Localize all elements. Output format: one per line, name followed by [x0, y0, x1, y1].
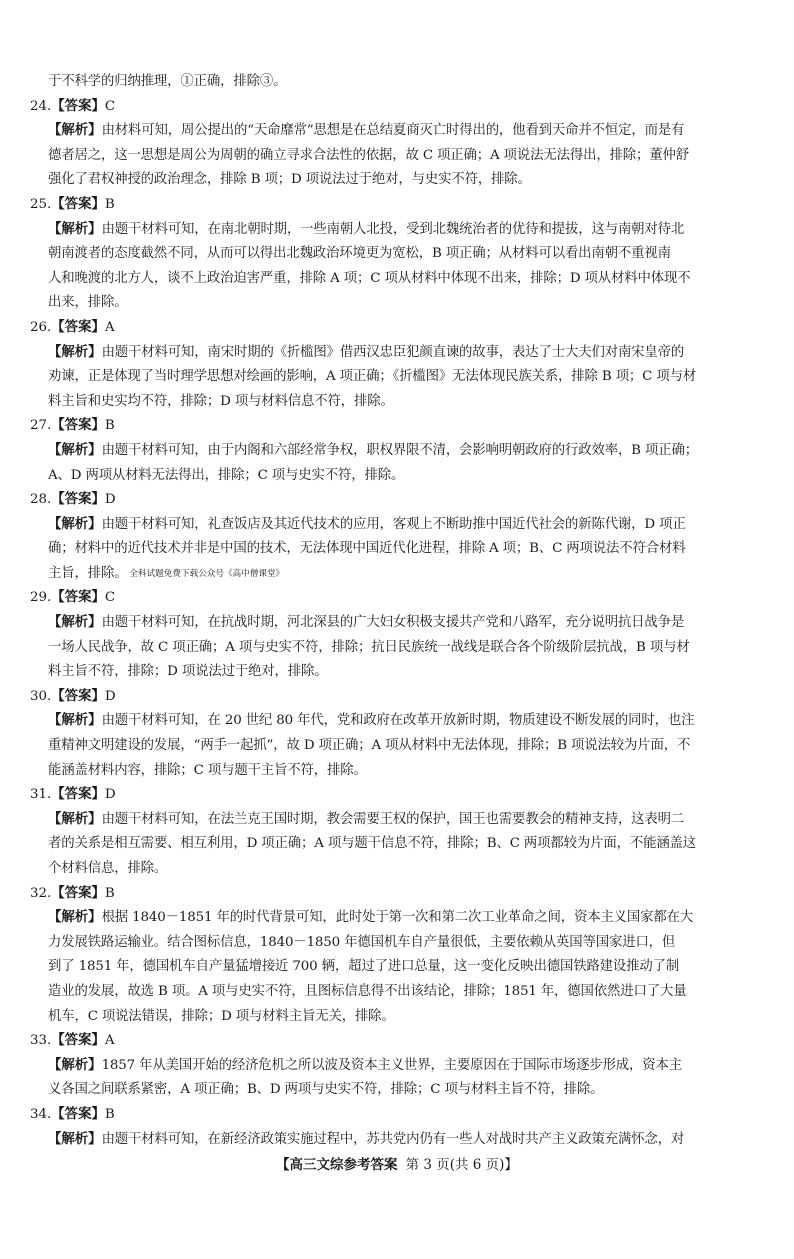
question-number: 29. — [30, 590, 52, 606]
question-number: 28. — [30, 492, 52, 508]
body-line — [30, 464, 770, 489]
inline-note: 全科试题免费下载公众号《高中僧课堂》 — [129, 568, 285, 579]
answer-tag: 【答案】 — [51, 1106, 105, 1122]
body-line — [30, 734, 770, 759]
answer-line — [30, 882, 770, 907]
analysis-line — [30, 1054, 770, 1079]
analysis-text: 由题干材料可知，南宋时期的《折槛图》借西汉忠臣犯颜直谏的故事，表达了士大夫们对南宋皇帝的 — [101, 344, 685, 360]
body-line — [30, 242, 770, 267]
analysis-tag: 【解析】 — [48, 811, 102, 827]
answer-content — [30, 70, 770, 1152]
answer-value: A — [104, 319, 115, 335]
answer-tag: 【答案】 — [51, 1033, 105, 1049]
analysis-tag: 【解析】 — [48, 221, 102, 237]
answer-value: C — [104, 98, 116, 114]
question-number: 25. — [30, 196, 52, 212]
footer-title: 【高三文综参考答案 — [276, 1157, 398, 1173]
line-text: 者的关系是相互需要、相互利用，D 项正确；A 项与题干信息不符，排除；B、C 两项都较为片面，不能涵盖这 — [48, 836, 697, 852]
body-line — [30, 70, 770, 95]
analysis-line — [30, 906, 770, 931]
answer-value: B — [104, 418, 115, 434]
footer-page-number: 第 3 页(共 6 页)】 — [405, 1157, 518, 1173]
line-text: 到了 1851 年，德国机车自产量猛增接近 700 辆，超过了进口总量，这一变化反映出德国铁路建设推动了制 — [48, 959, 680, 975]
analysis-tag: 【解析】 — [48, 1057, 102, 1073]
answer-line — [30, 1029, 770, 1054]
line-text: 确；材料中的近代技术并非是中国的技术，无法体现中国近代化进程，排除 A 项；B、C 两项说法不符合材料 — [48, 541, 686, 557]
answer-value: B — [104, 196, 115, 212]
answer-tag: 【答案】 — [51, 492, 105, 508]
question-number: 32. — [30, 885, 52, 901]
answer-value: D — [104, 492, 116, 508]
analysis-tag: 【解析】 — [48, 1131, 102, 1147]
answer-tag: 【答案】 — [51, 885, 105, 901]
analysis-tag: 【解析】 — [48, 516, 102, 532]
analysis-line — [30, 709, 770, 734]
analysis-line — [30, 808, 770, 833]
answer-line — [30, 1103, 770, 1128]
analysis-tag: 【解析】 — [48, 615, 102, 631]
analysis-tag: 【解析】 — [48, 713, 102, 729]
question-number: 27. — [30, 418, 52, 434]
question-number: 34. — [30, 1106, 52, 1122]
question-number: 33. — [30, 1033, 52, 1049]
line-text: 造业的发展，故选 B 项。A 项与史实不符，且图标信息得不出该结论，排除；1851 年，德国依然进口了大量 — [48, 983, 687, 999]
body-line — [30, 955, 770, 980]
analysis-tag: 【解析】 — [48, 910, 102, 926]
body-line — [30, 931, 770, 956]
analysis-text: 1857 年从美国开始的经济危机之所以波及资本主义世界，主要原因在于国际市场逐步形成，资本主 — [101, 1057, 683, 1073]
analysis-line — [30, 611, 770, 636]
answer-line — [30, 95, 770, 120]
answer-value: B — [104, 1106, 115, 1122]
answer-line — [30, 414, 770, 439]
question-number: 30. — [30, 688, 52, 704]
line-text: 德者居之，这一思想是周公为周朝的确立寻求合法性的依据，故 C 项正确；A 项说法无法得出，排除；董仲舒 — [48, 147, 690, 163]
line-text: 人和晚渡的北方人，谈不上政治迫害严重，排除 A 项；C 项从材料中体现不出来，排除；D 项从材料中体现不 — [48, 270, 691, 286]
body-line — [30, 832, 770, 857]
question-number: 24. — [30, 98, 52, 114]
page-footer — [0, 1153, 794, 1173]
analysis-line — [30, 341, 770, 366]
line-text: 个材料信息，排除。 — [48, 861, 168, 876]
body-line — [30, 291, 770, 316]
line-text: 劝谏，正是体现了当时理学思想对绘画的影响，A 项正确；《折槛图》无法体现民族关系，排除 B 项；C 项与材 — [48, 369, 697, 385]
analysis-text: 由题干材料可知，礼查饭店及其近代技术的应用，客观上不断助推中国近代社会的新陈代谢，D 项正 — [101, 516, 686, 532]
body-line — [30, 365, 770, 390]
body-line — [30, 168, 770, 193]
analysis-text: 由题干材料可知，在南北朝时期，一些南朝人北投，受到北魏统治者的优待和提拔，这与南朝对待北 — [101, 221, 685, 237]
answer-value: D — [104, 688, 116, 704]
body-line — [30, 1078, 770, 1103]
analysis-line — [30, 119, 770, 144]
line-text: A、D 两项从材料无法得出，排除；C 项与史实不符，排除。 — [48, 467, 405, 483]
line-text: 主旨，排除。 — [48, 565, 128, 581]
answer-tag: 【答案】 — [51, 418, 105, 434]
body-line — [30, 759, 770, 784]
line-text: 机车，C 项说法错误，排除；D 项与材料主旨无关，排除。 — [48, 1008, 395, 1024]
answer-tag: 【答案】 — [51, 98, 105, 114]
answer-line — [30, 685, 770, 710]
analysis-tag: 【解析】 — [48, 442, 102, 458]
body-line — [30, 857, 770, 882]
analysis-text: 由题干材料可知，在法兰克王国时期，教会需要王权的保护，国王也需要教会的精神支持，这表明二 — [101, 811, 685, 827]
answer-value: A — [104, 1033, 115, 1049]
analysis-text: 由题干材料可知，由于内阁和六部经常争权，职权界限不清，会影响明朝政府的行政效率，B 项正确； — [101, 442, 698, 458]
analysis-line — [30, 218, 770, 243]
analysis-line — [30, 439, 770, 464]
body-line — [30, 144, 770, 169]
body-line — [30, 1005, 770, 1030]
line-text: 出来，排除。 — [48, 295, 128, 311]
analysis-text: 由题干材料可知，在新经济政策实施过程中，苏共党内仍有一些人对战时共产主义政策充满怀念，对 — [101, 1131, 685, 1147]
answer-line — [30, 488, 770, 513]
answer-value: D — [104, 787, 116, 803]
question-number: 31. — [30, 787, 52, 803]
body-line — [30, 267, 770, 292]
answer-tag: 【答案】 — [51, 196, 105, 212]
answer-line — [30, 193, 770, 218]
body-line — [30, 636, 770, 661]
answer-line — [30, 783, 770, 808]
answer-tag: 【答案】 — [51, 319, 105, 335]
line-text: 料主旨和史实均不符，排除；D 项与材料信息不符，排除。 — [48, 393, 394, 409]
answer-line — [30, 316, 770, 341]
line-text: 一场人民战争，故 C 项正确；A 项与史实不符，排除；抗日民族统一战线是联合各个阶级阶层抗战，B 项与材 — [48, 639, 690, 655]
line-text: 义各国之间联系紧密，A 项正确；B、D 两项与史实不符，排除；C 项与材料主旨不符，排除。 — [48, 1082, 604, 1098]
answer-value: B — [104, 885, 115, 901]
analysis-text: 由题干材料可知，在抗战时期，河北深县的广大妇女积极支援共产党和八路军，充分说明抗日战争是 — [101, 615, 685, 631]
line-text: 于不科学的归纳推理，①正确，排除③。 — [48, 74, 287, 89]
answer-tag: 【答案】 — [51, 688, 105, 704]
body-line — [30, 660, 770, 685]
line-text: 料主旨不符，排除；D 项说法过于绝对，排除。 — [48, 664, 328, 680]
question-number: 26. — [30, 319, 52, 335]
analysis-tag: 【解析】 — [48, 344, 102, 360]
answer-line — [30, 586, 770, 611]
line-text: 强化了君权神授的政治理念，排除 B 项；D 项说法过于绝对，与史实不符，排除。 — [48, 172, 531, 188]
line-text: 力发展铁路运输业。结合图标信息，1840－1850 年德国机车自产量很低，主要依赖从英国等国家进口，但 — [48, 934, 676, 950]
line-text: 朝南渡者的态度截然不同，从而可以得出北魏政治环境更为宽松，B 项正确；从材料可以看出南朝不重视南 — [48, 246, 671, 262]
answer-tag: 【答案】 — [51, 590, 105, 606]
analysis-text: 根据 1840－1851 年的时代背景可知，此时处于第一次和第二次工业革命之间，资本主义国家都在大 — [101, 910, 694, 926]
line-text: 重精神文明建设的发展，“两手一起抓”，故 D 项正确；A 项从材料中无法体现，排除；B 项说法较为片面，不 — [48, 738, 691, 754]
body-line — [30, 537, 770, 562]
analysis-text: 由题干材料可知，在 20 世纪 80 年代，党和政府在改革开放新时期，物质建设不断发展的同时，也注 — [101, 713, 695, 729]
body-line — [30, 980, 770, 1005]
analysis-line — [30, 1128, 770, 1153]
body-line — [30, 390, 770, 415]
body-line — [30, 562, 770, 587]
answer-tag: 【答案】 — [51, 787, 105, 803]
analysis-line — [30, 513, 770, 538]
analysis-tag: 【解析】 — [48, 123, 102, 139]
line-text: 能涵盖材料内容，排除；C 项与题干主旨不符，排除。 — [48, 762, 367, 778]
analysis-text: 由材料可知，周公提出的“天命靡常”思想是在总结夏商灭亡时得出的，他看到天命并不恒定，而是有 — [101, 123, 685, 139]
answer-value: C — [104, 590, 116, 606]
